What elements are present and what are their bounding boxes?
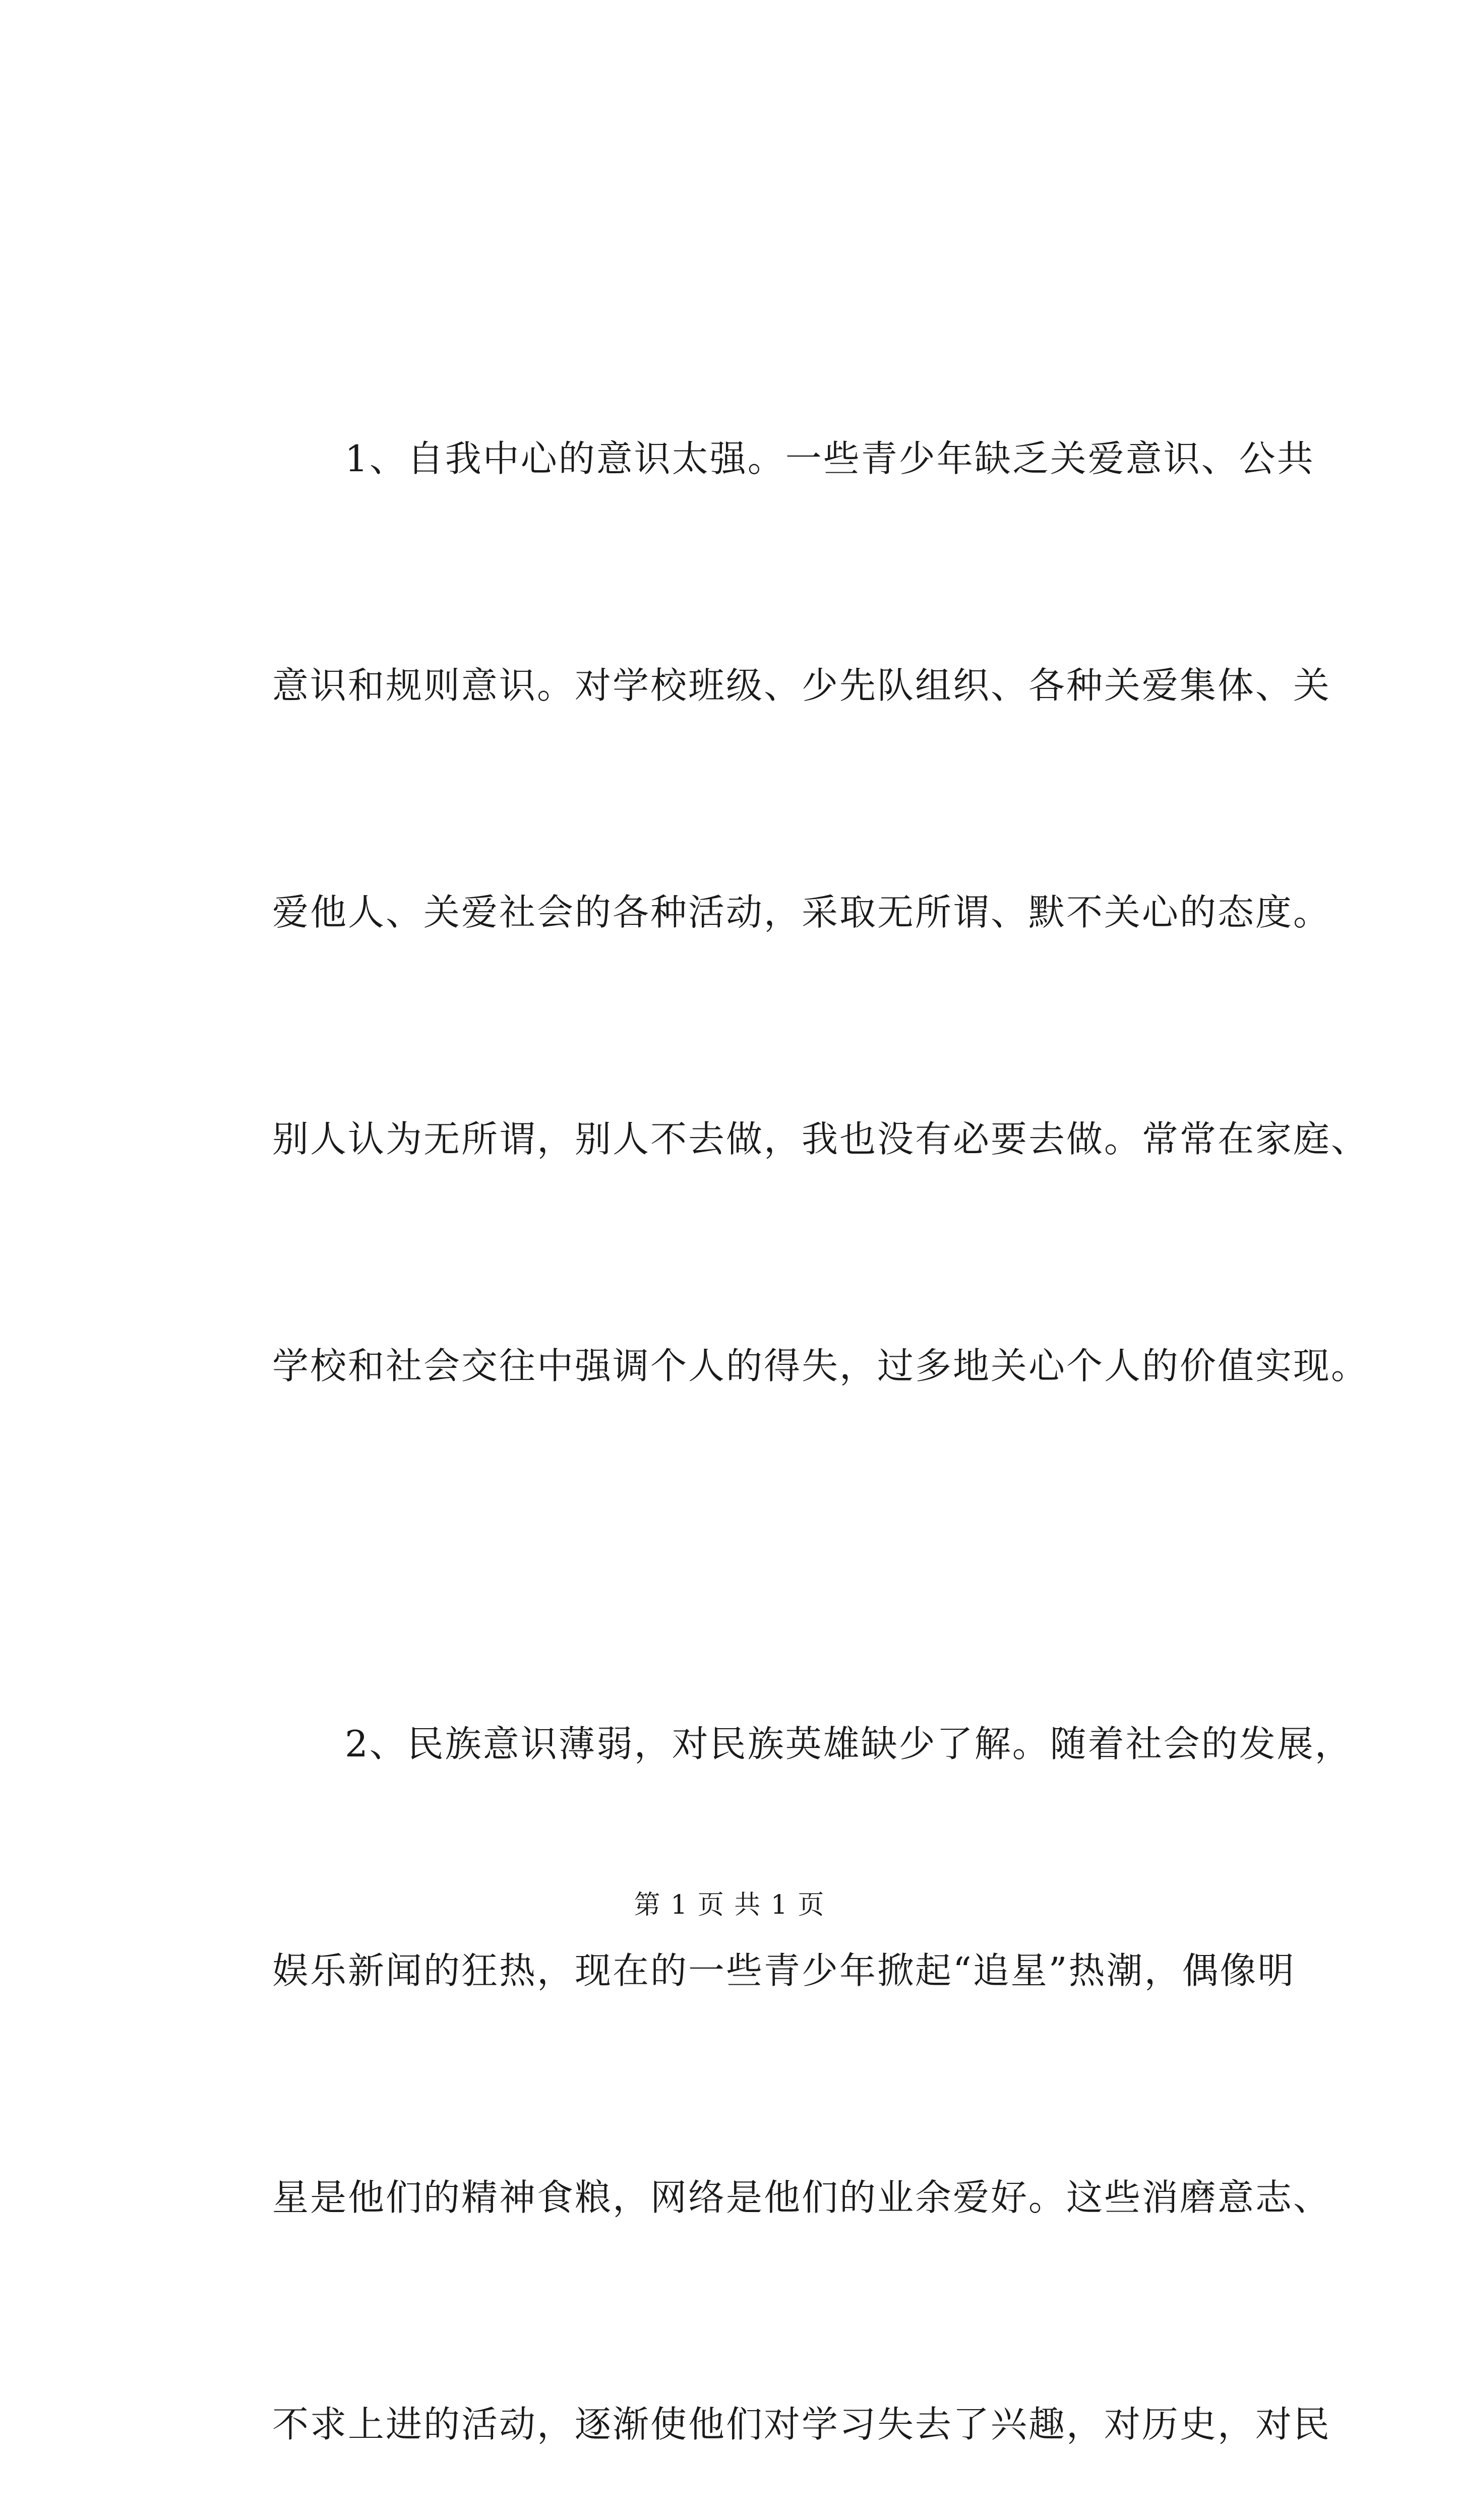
document-body [272,270,1369,2520]
text-line: 1、自我中心的意识太强。一些青少年缺乏关爱意识、公共 [345,437,1315,480]
text-line: 学校和社会交往中强调个人的得失，过多地关心个人的价值实现。 [272,1345,1369,1387]
paragraph-national-awareness [272,1555,1353,2520]
text-line: 星是他们的精神食粮，网络是他们的业余爱好。这些消磨意志、 [272,2176,1331,2219]
text-line: 2、民族意识薄弱，对民族英雄缺少了解。随着社会的发展， [345,1723,1353,1765]
page-number-footer: 第 1 页 共 1 页 [634,1890,825,1920]
text-line: 不求上进的活动，逐渐使他们对学习失去了兴趣，对历史，对民 [272,2403,1331,2445]
text-line: 爱他人、关爱社会的各种活动，采取无所谓、默不关心的态度。 [272,891,1331,933]
text-line: 别人认为无所谓，别人不去做，我也没有必要去做。常常在家庭、 [272,1118,1369,1160]
text-line: 意识和规则意识。对学校班级、少先队组织、各种关爱集体、关 [272,664,1331,707]
paragraph-self-centered [272,270,1369,1555]
text-line: 娱乐新闻的狂热，现在的一些青少年掀起“追星”热潮，偶像明 [272,1949,1296,1992]
